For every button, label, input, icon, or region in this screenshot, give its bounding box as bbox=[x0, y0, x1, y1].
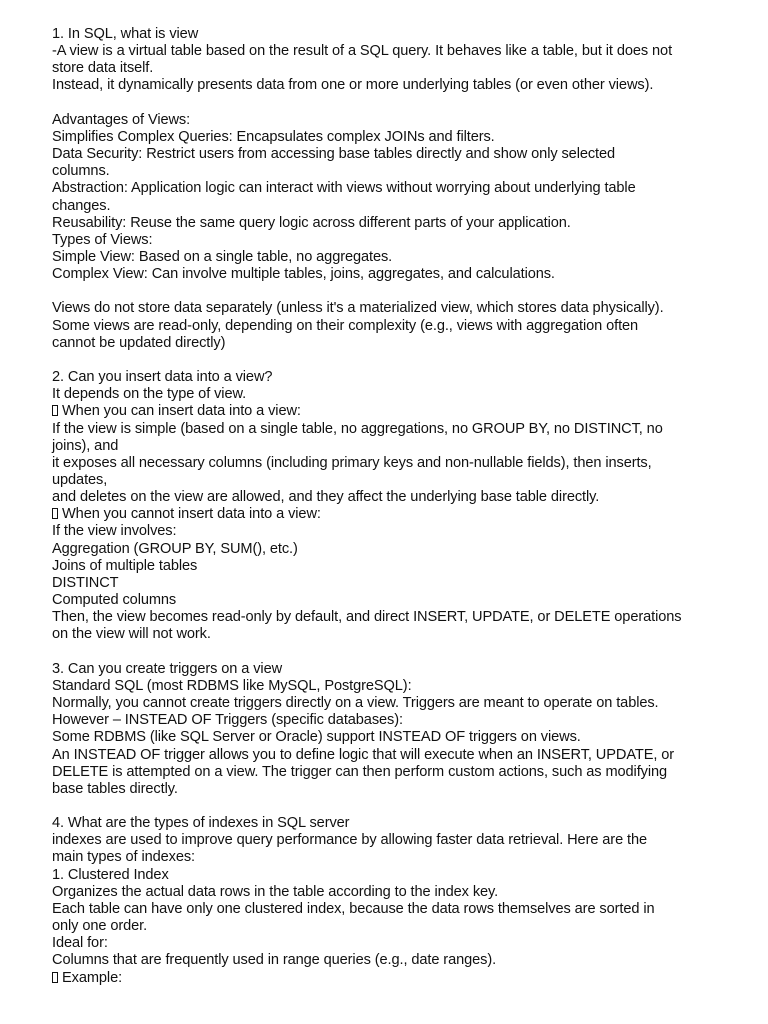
line-text: If the view is simple (based on a single table, no aggregations, no GROUP BY, no DISTINCT, no bbox=[52, 420, 663, 437]
text-line bbox=[52, 558, 732, 575]
text-line bbox=[52, 781, 732, 798]
text-line bbox=[52, 867, 732, 884]
line-text: Views do not store data separately (unless it's a materialized view, which stores data physically). bbox=[52, 300, 664, 317]
line-text: it exposes all necessary columns (including primary keys and non-nullable fields), then inserts, bbox=[52, 454, 652, 471]
line-text: Data Security: Restrict users from accessing base tables directly and show only selected bbox=[52, 146, 616, 163]
text-line bbox=[52, 541, 732, 558]
text-line bbox=[52, 626, 732, 643]
line-text: Columns that are frequently used in range queries (e.g., date ranges). bbox=[52, 952, 497, 969]
line-text: updates, bbox=[52, 472, 108, 489]
line-text: Organizes the actual data rows in the table according to the index key. bbox=[52, 883, 499, 900]
line-text: Example: bbox=[62, 969, 123, 986]
text-line bbox=[52, 609, 732, 626]
line-text: 1. In SQL, what is view bbox=[52, 26, 199, 42]
line-text: columns. bbox=[52, 163, 110, 180]
text-line bbox=[52, 180, 732, 197]
line-text: Ideal for: bbox=[52, 935, 108, 952]
line-text: Advantages of Views: bbox=[52, 111, 191, 128]
text-line bbox=[52, 884, 732, 901]
text-line bbox=[52, 472, 732, 489]
line-text: Simplifies Complex Queries: Encapsulates complex JOINs and filters. bbox=[52, 128, 495, 145]
text-line bbox=[52, 712, 732, 729]
missing-glyph-icon bbox=[52, 972, 58, 983]
text-line bbox=[52, 163, 732, 180]
line-text: cannot be updated directly) bbox=[52, 334, 226, 351]
line-text: indexes are used to improve query performance by allowing faster data retrieval. Here are the bbox=[52, 832, 648, 849]
line-text: 3. Can you create triggers on a view bbox=[52, 660, 283, 677]
line-text: only one order. bbox=[52, 918, 148, 935]
line-text: joins), and bbox=[52, 437, 119, 454]
line-text: Simple View: Based on a single table, no aggregates. bbox=[52, 249, 393, 266]
missing-glyph-icon bbox=[52, 405, 58, 416]
text-line bbox=[52, 198, 732, 215]
line-text: DELETE is attempted on a view. The trigger can then perform custom actions, such as modifying bbox=[52, 763, 668, 780]
line-text: Joins of multiple tables bbox=[52, 557, 198, 574]
section-heading bbox=[52, 661, 732, 678]
blank-line bbox=[52, 352, 732, 369]
text-line bbox=[52, 729, 732, 746]
text-line bbox=[52, 489, 732, 506]
line-text: When you cannot insert data into a view: bbox=[62, 506, 321, 523]
text-line bbox=[52, 849, 732, 866]
missing-glyph-icon bbox=[52, 508, 58, 519]
section-heading bbox=[52, 26, 732, 43]
line-text: Each table can have only one clustered index, because the data rows themselves are sorted in bbox=[52, 900, 655, 917]
text-line bbox=[52, 455, 732, 472]
text-line bbox=[52, 575, 732, 592]
line-text: However – INSTEAD OF Triggers (specific databases): bbox=[52, 712, 403, 729]
line-text: Computed columns bbox=[52, 592, 177, 609]
line-text: Instead, it dynamically presents data from one or more underlying tables (or even other views). bbox=[52, 77, 654, 94]
text-line bbox=[52, 386, 732, 403]
text-line bbox=[52, 129, 732, 146]
line-text: 4. What are the types of indexes in SQL server bbox=[52, 815, 350, 832]
text-line bbox=[52, 335, 732, 352]
text-line bbox=[52, 146, 732, 163]
line-text: Some RDBMS (like SQL Server or Oracle) support INSTEAD OF triggers on views. bbox=[52, 729, 581, 746]
text-line bbox=[52, 300, 732, 317]
text-line bbox=[52, 747, 732, 764]
text-line bbox=[52, 266, 732, 283]
blank-line bbox=[52, 798, 732, 815]
text-line bbox=[52, 952, 732, 969]
line-text: Abstraction: Application logic can interact with views without worrying about underlying table bbox=[52, 180, 636, 197]
blank-line bbox=[52, 95, 732, 112]
line-text: and deletes on the view are allowed, and they affect the underlying base table directly. bbox=[52, 489, 600, 506]
line-text: Normally, you cannot create triggers directly on a view. Triggers are meant to operate on tables. bbox=[52, 695, 659, 712]
text-line bbox=[52, 764, 732, 781]
text-line bbox=[52, 935, 732, 952]
line-text: It depends on the type of view. bbox=[52, 386, 247, 403]
blank-line bbox=[52, 283, 732, 300]
line-text: An INSTEAD OF trigger allows you to define logic that will execute when an INSERT, UPDATE, or bbox=[52, 746, 675, 763]
document-page bbox=[52, 26, 732, 987]
section-heading bbox=[52, 369, 732, 386]
text-line bbox=[52, 438, 732, 455]
line-text: store data itself. bbox=[52, 60, 154, 77]
bullet-line bbox=[52, 506, 732, 523]
line-text: Types of Views: bbox=[52, 231, 153, 248]
text-line bbox=[52, 918, 732, 935]
text-line bbox=[52, 678, 732, 695]
bullet-line bbox=[52, 970, 732, 987]
line-text: Standard SQL (most RDBMS like MySQL, PostgreSQL): bbox=[52, 677, 412, 694]
line-text: When you can insert data into a view: bbox=[62, 403, 301, 420]
text-line bbox=[52, 592, 732, 609]
text-line bbox=[52, 695, 732, 712]
line-text: main types of indexes: bbox=[52, 849, 196, 866]
text-line bbox=[52, 60, 732, 77]
bullet-line bbox=[52, 403, 732, 420]
text-line bbox=[52, 901, 732, 918]
text-line bbox=[52, 523, 732, 540]
line-text: Reusability: Reuse the same query logic across different parts of your application. bbox=[52, 214, 571, 231]
line-text: Then, the view becomes read-only by default, and direct INSERT, UPDATE, or DELETE operations bbox=[52, 609, 682, 626]
line-text: changes. bbox=[52, 197, 111, 214]
line-text: Some views are read-only, depending on their complexity (e.g., views with aggregation often bbox=[52, 317, 639, 334]
text-line bbox=[52, 318, 732, 335]
line-text: base tables directly. bbox=[52, 780, 178, 797]
text-line bbox=[52, 77, 732, 94]
line-text: on the view will not work. bbox=[52, 626, 211, 643]
text-line bbox=[52, 421, 732, 438]
line-text: If the view involves: bbox=[52, 523, 177, 540]
text-line bbox=[52, 215, 732, 232]
text-line bbox=[52, 832, 732, 849]
text-line bbox=[52, 112, 732, 129]
line-text: Aggregation (GROUP BY, SUM(), etc.) bbox=[52, 540, 298, 557]
line-text: 1. Clustered Index bbox=[52, 866, 169, 883]
line-text: DISTINCT bbox=[52, 574, 119, 591]
text-line bbox=[52, 232, 732, 249]
line-text: -A view is a virtual table based on the result of a SQL query. It behaves like a table, but it does not bbox=[52, 43, 673, 60]
line-text: Complex View: Can involve multiple tables, joins, aggregates, and calculations. bbox=[52, 266, 555, 283]
text-line bbox=[52, 249, 732, 266]
blank-line bbox=[52, 644, 732, 661]
text-line bbox=[52, 43, 732, 60]
section-heading bbox=[52, 815, 732, 832]
line-text: 2. Can you insert data into a view? bbox=[52, 369, 273, 386]
